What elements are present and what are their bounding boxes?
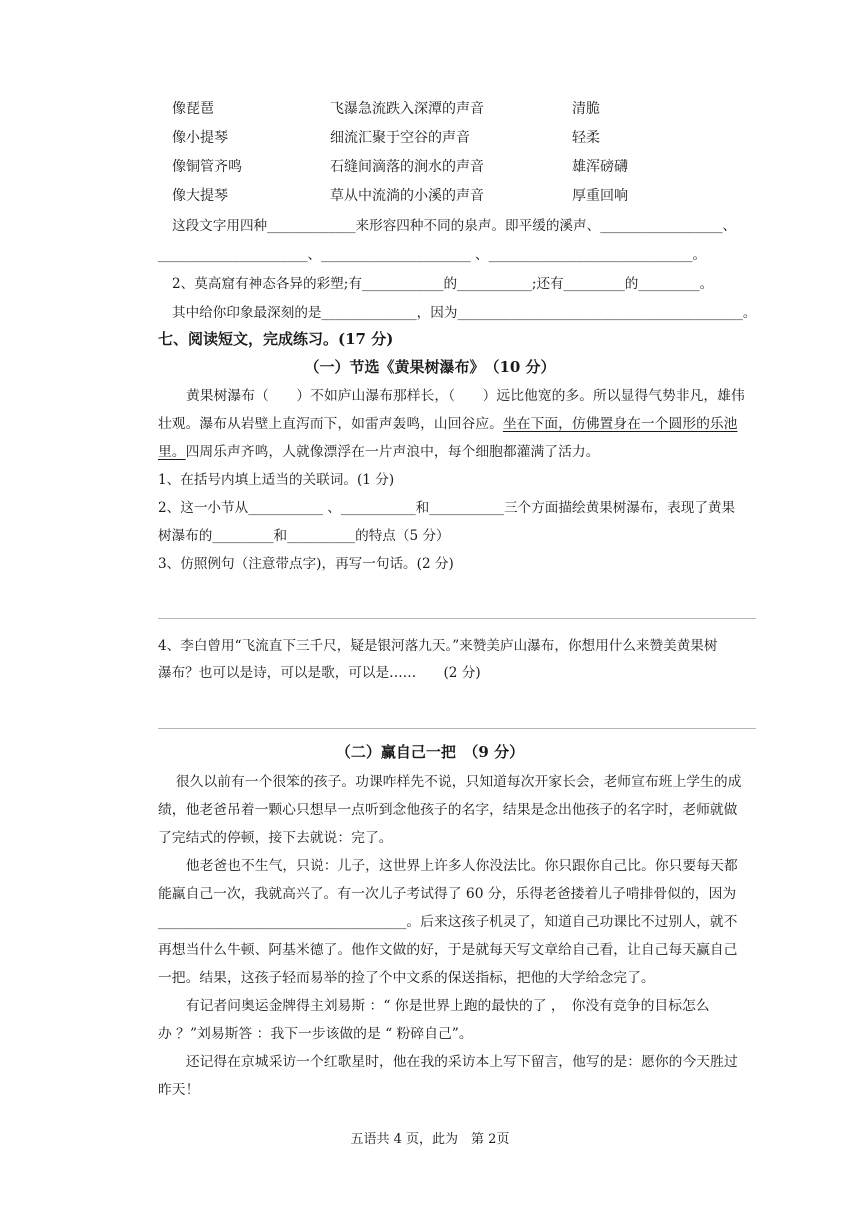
matching-item-sound: 细流汇聚于空谷的声音 [330, 130, 470, 146]
passage-title: （二）赢自己一把 （9 分） [335, 743, 525, 761]
passage-title: （一）节选《黄果树瀑布》 （10 分） [304, 358, 556, 376]
passage-text: 昨天！ [158, 1082, 200, 1098]
passage-text: 一把。结果，这孩子轻而易举的捡了个中文系的保送指标，把他的大学给念完了。 [158, 970, 655, 986]
matching-item-instrument: 像大提琴 [172, 188, 228, 204]
matching-item-quality: 厚重回响 [572, 188, 628, 204]
answer-line [158, 618, 756, 619]
answer-line [158, 728, 756, 729]
fill-blank-line: ______________________、______________________ 、______________________________。 [158, 247, 707, 263]
passage-text [158, 440, 600, 460]
question-praise-waterfall: 4、李白曾用“飞流直下三千尺，疑是银河落九天。”来赞美庐山瀑布，你想用什么来赞美黄果树 [158, 638, 718, 654]
passage-text: 有记者问奥运金牌得主刘易斯 ：“ 你是世界上跑的最快的了 ， 你没有竞争的目标怎么 [172, 998, 710, 1014]
passage-text [158, 412, 737, 432]
question-imitate-sentence: 3、仿照例句（注意带点字)，再写一句话。(2 分) [158, 556, 454, 572]
matching-item-sound: 飞瀑急流跌入深潭的声音 [330, 101, 484, 117]
page-footer: 五语共 4 页，此为 第 2页 [350, 1132, 510, 1147]
passage-text-plain: 四周乐声齐鸣，人就像漂浮在一片声浪中，每个细胞都灌满了活力。 [185, 444, 600, 460]
fill-blank-line: 这段文字用四种_____________来形容四种不同的泉声。即平缓的溪声、__________________、 [172, 218, 737, 234]
matching-item-sound: 石缝间滴落的涧水的声音 [330, 159, 484, 175]
matching-item-quality: 雄浑磅礴 [572, 159, 628, 175]
example-sentence-underlined: 里。 [158, 444, 186, 460]
passage-text: 再想当什么牛顿、阿基米德了。他作文做的好，于是就每天写文章给自己看，让自己每天赢自己 [158, 942, 738, 958]
matching-item-sound: 草从中流淌的小溪的声音 [330, 188, 484, 204]
passage-text: 绩，他老爸吊着一颗心只想早一点听到念他孩子的名字，结果是念出他孩子的名字时，老师就做 [158, 802, 738, 818]
passage-text-plain: 壮观。瀑布从岩壁上直泻而下，如雷声轰鸣，山回谷应。 [158, 416, 503, 432]
matching-item-quality: 轻柔 [572, 130, 600, 146]
question-deepest-impression: 其中给你印象最深刻的是______________，因为__________________________________________。 [172, 305, 757, 321]
matching-item-instrument: 像铜管齐鸣 [172, 159, 242, 175]
example-sentence-underlined: 坐在下面，仿佛置身在一个圆形的乐池 [502, 416, 738, 432]
question-aspects: 树瀑布的_________和__________的特点（5 分） [158, 528, 450, 544]
passage-text: 还记得在京城采访一个红歌星时，他在我的采访本上写下留言，他写的是：愿你的今天胜过 [172, 1054, 738, 1070]
passage-text: 黄果树瀑布（ ）不如庐山瀑布那样长，（ ）远比他宽的多。所以显得气势非凡，雄伟 [186, 388, 745, 404]
section-heading: 七、阅读短文，完成练习。(17 分) [158, 330, 394, 348]
question-praise-waterfall: 瀑布？也可以是诗，可以是歌，可以是…… (2 分) [158, 665, 481, 681]
passage-text: 了完结式的停顿，接下去就说：完了。 [158, 830, 393, 846]
question-conjunction: 1、在括号内填上适当的关联词。(1 分) [158, 472, 395, 488]
passage-text: 他老爸也不生气，只说：儿子，这世界上许多人你没法比。你只跟你自己比。你只要每天都 [172, 858, 738, 874]
passage-text: ____________________________________。后来这孩子机灵了，知道自己功课比不过别人，就不 [158, 914, 738, 930]
passage-text: 办 ？”刘易斯答 ：我下一步该做的是 “ 粉碎自己”。 [158, 1026, 473, 1042]
matching-item-instrument: 像小提琴 [172, 130, 228, 146]
question-aspects: 2、这一小节从___________ 、___________和___________三个方面描绘黄果树瀑布，表现了黄果 [158, 500, 736, 516]
matching-item-quality: 清脆 [572, 101, 600, 117]
question-moyao-grottoes: 2、莫高窟有神态各异的彩塑;有____________的___________;还有_________的_________。 [172, 276, 714, 292]
matching-item-instrument: 像琵琶 [172, 101, 214, 117]
passage-text: 很久以前有一个很笨的孩子。功课咋样先不说，只知道每次开家长会，老师宣布班上学生的成 [162, 774, 742, 790]
passage-text: 能赢自己一次，我就高兴了。有一次儿子考试得了 60 分，乐得老爸搂着儿子啃排骨似的，因为 [158, 886, 737, 902]
